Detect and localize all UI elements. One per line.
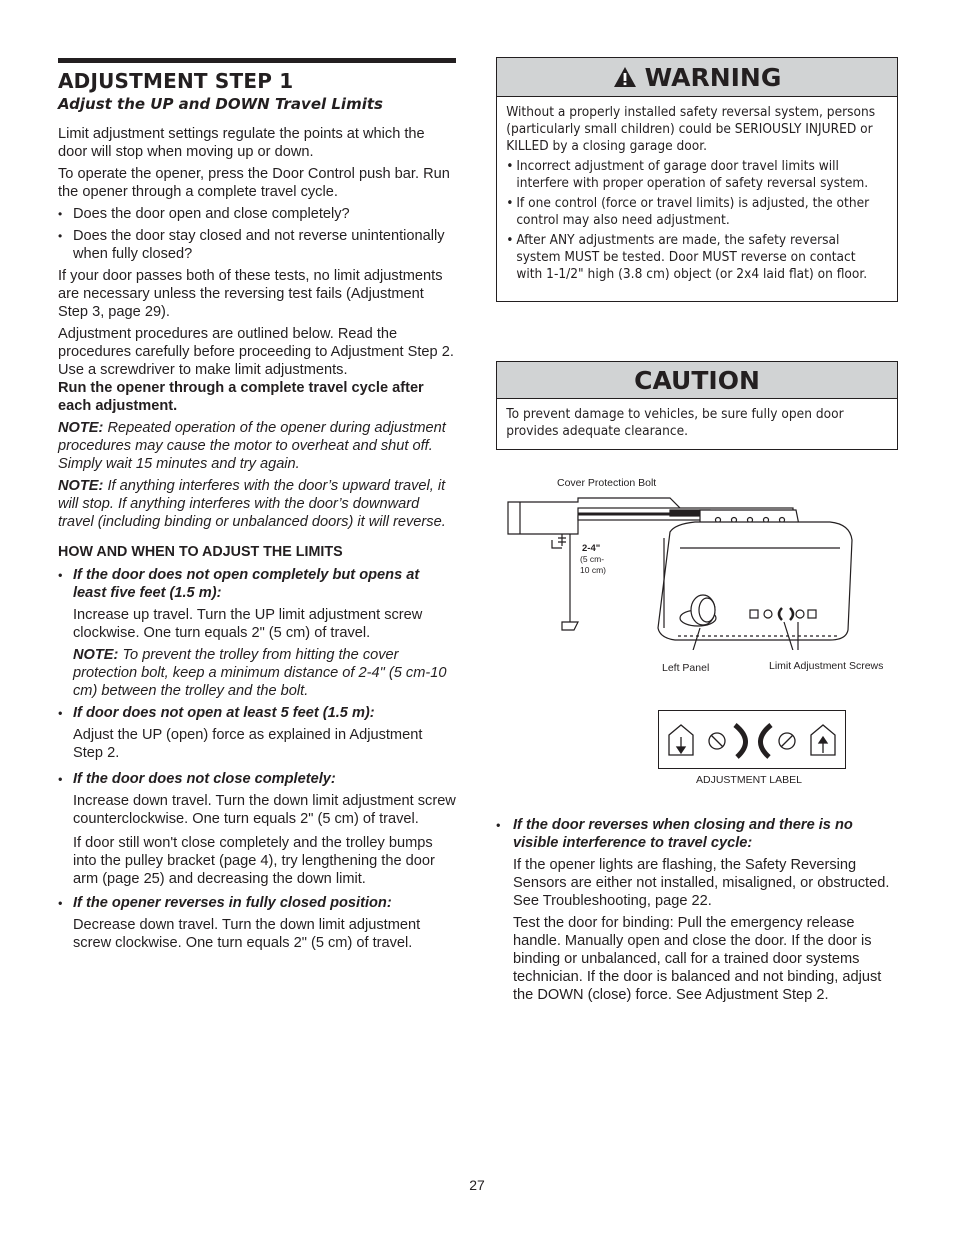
note-1: [58, 419, 456, 473]
left-panel-label: Left Panel: [662, 662, 710, 674]
left-column: [58, 58, 456, 956]
warning-box: [496, 57, 898, 302]
adjustment-label-caption: ADJUSTMENT LABEL: [696, 774, 802, 786]
opener-illustration: [500, 490, 900, 650]
note-2-label: NOTE:: [58, 478, 104, 494]
caution-box: [496, 361, 898, 450]
limit-screws-label: Limit Adjustment Screws: [769, 660, 884, 672]
note-2: [58, 477, 456, 531]
case-4-body: Decrease down travel. Turn the down limit adjustment screw clockwise. One turn equals 2" (5 cm) of travel.: [73, 917, 421, 951]
case-1-note-label: NOTE:: [73, 647, 119, 663]
distance-metric-2: 10 cm): [580, 565, 606, 575]
warning-intro: Without a properly installed safety reversal system, persons (particularly small children) could be SERIOUSLY INJURED or KILLED by a closing garage door.: [506, 105, 876, 154]
case-1-body: Increase up travel. Turn the UP limit adjustment screw clockwise. One turn equals 2" (5 cm) of travel.: [73, 607, 423, 641]
case-1-note: [58, 646, 456, 700]
warning-bullet-3: • After ANY adjustments are made, the safety reversal system MUST be tested. Door MUST reverse on contact with 1-1/2" high (3.8 cm) object (or 2x4 laid flat) on floor.: [506, 232, 883, 283]
test-question-2: • Does the door stay closed and not reverse unintentionally when fully closed?: [58, 227, 456, 263]
case-1-heading: • If the door does not open completely but opens at least five feet (1.5 m):: [58, 566, 456, 602]
right-column: [496, 816, 891, 1008]
caution-title: CAUTION: [634, 365, 760, 395]
case-3-heading: • If the door does not close completely:: [58, 770, 456, 788]
page-number: 27: [469, 1177, 485, 1193]
page-title: ADJUSTMENT STEP 1: [58, 69, 294, 93]
case-2-body: Adjust the UP (open) force as explained in Adjustment Step 2.: [73, 727, 423, 761]
header-rule: [58, 58, 456, 63]
case-5-body-1: If the opener lights are flashing, the Safety Reversing Sensors are either not installed, misaligned, or obstructed. See Troubleshooting, page 22.: [513, 857, 890, 909]
note-1-label: NOTE:: [58, 420, 104, 436]
case-3-body-1: Increase down travel. Turn the down limit adjustment screw counterclockwise. One turn equals 2" (5 cm) of travel.: [73, 793, 456, 827]
caution-text: To prevent damage to vehicles, be sure fully open door provides adequate clearance.: [506, 407, 844, 439]
case-3-body-2: If door still won't close completely and the trolley bumps into the pulley bracket (page 4), try lengthening the door arm (page 25) and decreasing the down limit.: [73, 835, 435, 887]
warning-header: [497, 58, 897, 97]
caution-body: [497, 399, 893, 451]
procedures-paragraph: Adjustment procedures are outlined below. Read the procedures carefully before proceeding to Adjustment Step 2. Use a screwdriver to make limit adjustments.: [58, 326, 454, 378]
case-2-heading: • If door does not open at least 5 feet (1.5 m):: [58, 704, 456, 722]
adjustment-label-graphic: [659, 711, 845, 768]
section-heading: HOW AND WHEN TO ADJUST THE LIMITS: [58, 544, 343, 560]
case-5-heading: • If the door reverses when closing and there is no visible interference to travel cycle:: [496, 816, 891, 852]
warning-triangle-icon: [613, 66, 637, 88]
caution-header: [497, 362, 897, 399]
operate-paragraph: To operate the opener, press the Door Control push bar. Run the opener through a complete travel cycle.: [58, 166, 450, 200]
adjustment-label-box: [658, 710, 846, 769]
passes-paragraph: If your door passes both of these tests, no limit adjustments are necessary unless the reversing test fails (Adjustment Step 3, page 29).: [58, 268, 443, 320]
case-4-heading: • If the opener reverses in fully closed position:: [58, 894, 456, 912]
warning-title: WARNING: [644, 62, 782, 92]
distance-metric-1: (5 cm-: [580, 554, 605, 564]
page-subtitle: Adjust the UP and DOWN Travel Limits: [58, 95, 383, 113]
note-2-text: If anything interferes with the door’s upward travel, it will stop. If anything interferes with the door’s downward travel (including binding or unbalanced doors) it will reverse.: [58, 478, 446, 530]
procedures-bold: Run the opener through a complete travel cycle after each adjustment.: [58, 380, 424, 414]
test-question-1: • Does the door open and close completely?: [58, 205, 456, 223]
warning-body: [497, 97, 893, 294]
case-1-note-text: To prevent the trolley from hitting the cover protection bolt, keep a minimum distance of 2-4" (5 cm-10 cm) between the trolley and the bolt.: [73, 647, 447, 699]
cover-bolt-label: Cover Protection Bolt: [557, 477, 657, 489]
warning-bullet-2: • If one control (force or travel limits) is adjusted, the other control may also need adjustment.: [506, 195, 883, 229]
warning-bullet-1: • Incorrect adjustment of garage door travel limits will interfere with proper operation of safety reversal system.: [506, 158, 883, 192]
distance-label: 2-4": [582, 543, 601, 554]
note-1-text: Repeated operation of the opener during adjustment procedures may cause the motor to overheat and shut off. Simply wait 15 minutes and try again.: [58, 420, 446, 472]
intro-paragraph: Limit adjustment settings regulate the points at which the door will stop when moving up or down.: [58, 126, 425, 160]
case-5-body-2: Test the door for binding: Pull the emergency release handle. Manually open and close the door. If the door is binding or unbalanced, call for a trained door systems technician. If the door is balanced and not binding, adjust the DOWN (close) force. See Adjustment Step 2.: [513, 915, 882, 1003]
